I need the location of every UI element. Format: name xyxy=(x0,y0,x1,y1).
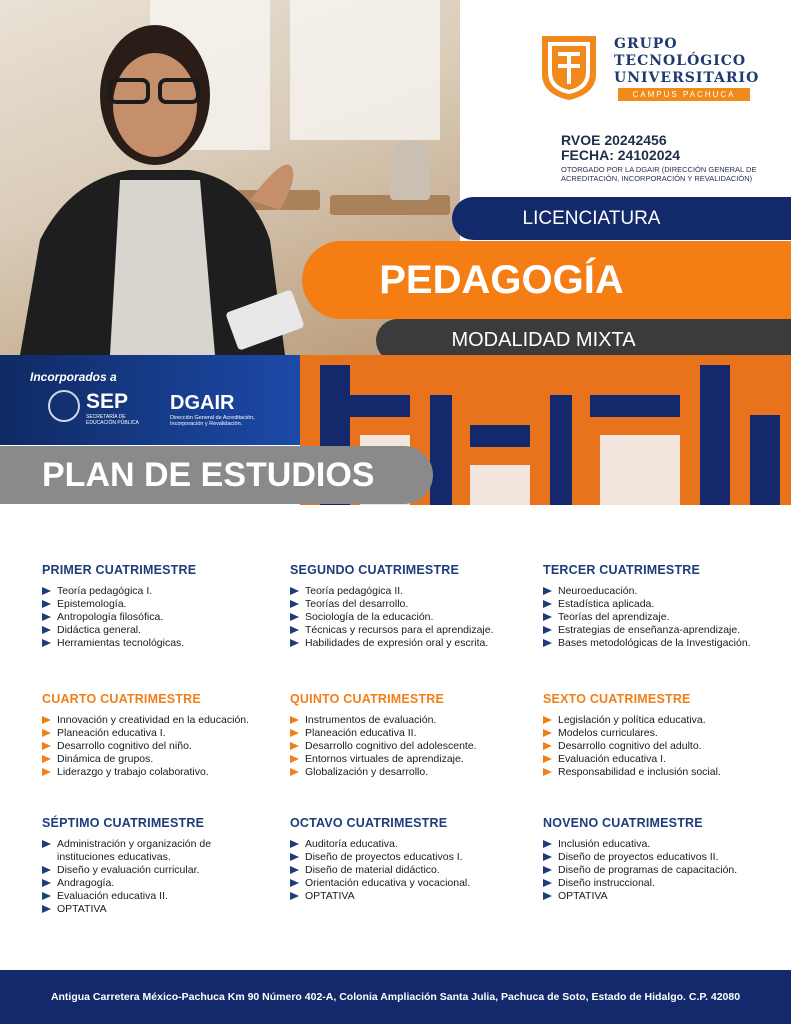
triangle-bullet-icon xyxy=(290,716,299,724)
program-name-banner xyxy=(302,241,791,319)
subject-list xyxy=(290,838,530,903)
triangle-bullet-icon xyxy=(543,879,552,887)
list-item xyxy=(543,851,783,864)
list-item xyxy=(543,877,783,890)
triangle-bullet-icon xyxy=(290,587,299,595)
program-name: PEDAGOGÍA xyxy=(379,258,624,302)
list-item xyxy=(42,877,242,890)
subject-text: Innovación y creatividad en la educación. xyxy=(57,714,250,726)
rvoe-info xyxy=(561,133,781,183)
subject-text: Globalización y desarrollo. xyxy=(305,766,429,778)
list-item xyxy=(543,838,783,851)
triangle-bullet-icon xyxy=(543,755,552,763)
list-item xyxy=(290,727,530,740)
subject-list xyxy=(543,714,783,779)
sep-title: SEP xyxy=(86,390,129,413)
list-item xyxy=(543,766,783,779)
semester-8 xyxy=(290,816,530,903)
triangle-bullet-icon xyxy=(290,600,299,608)
semester-4 xyxy=(42,692,282,779)
list-item xyxy=(290,637,530,650)
triangle-bullet-icon xyxy=(543,613,552,621)
list-item xyxy=(290,598,530,611)
subject-text: Auditoría educativa. xyxy=(305,838,398,850)
triangle-bullet-icon xyxy=(290,866,299,874)
semester-title: SÉPTIMO CUATRIMESTRE xyxy=(42,816,205,830)
triangle-bullet-icon xyxy=(543,840,552,848)
subject-text: Liderazgo y trabajo colaborativo. xyxy=(57,766,209,778)
institution-logo xyxy=(540,32,760,102)
list-item xyxy=(42,727,282,740)
subject-text: Dinámica de grupos. xyxy=(57,753,154,765)
subject-list xyxy=(42,714,282,779)
semester-3 xyxy=(543,563,783,650)
incorporated-label: Incorporados a xyxy=(30,370,117,384)
list-item xyxy=(42,766,282,779)
plan-title-banner xyxy=(0,446,433,504)
subject-text: Diseño de material didáctico. xyxy=(305,864,440,876)
triangle-bullet-icon xyxy=(42,729,51,737)
triangle-bullet-icon xyxy=(543,866,552,874)
list-item xyxy=(42,637,282,650)
list-item xyxy=(543,714,783,727)
triangle-bullet-icon xyxy=(290,729,299,737)
list-item xyxy=(290,585,530,598)
subject-text: Planeación educativa I. xyxy=(57,727,166,739)
brand-line: UNIVERSITARIO xyxy=(614,70,760,86)
triangle-bullet-icon xyxy=(290,768,299,776)
triangle-bullet-icon xyxy=(543,892,552,900)
triangle-bullet-icon xyxy=(42,639,51,647)
subject-text: Modelos curriculares. xyxy=(558,727,658,739)
triangle-bullet-icon xyxy=(42,600,51,608)
subject-text: Diseño de proyectos educativos I. xyxy=(305,851,463,863)
list-item xyxy=(543,864,783,877)
semester-6 xyxy=(543,692,783,779)
triangle-bullet-icon xyxy=(543,768,552,776)
semester-title: QUINTO CUATRIMESTRE xyxy=(290,692,445,706)
triangle-bullet-icon xyxy=(42,768,51,776)
triangle-bullet-icon xyxy=(42,892,51,900)
triangle-bullet-icon xyxy=(543,600,552,608)
list-item xyxy=(42,890,242,903)
triangle-bullet-icon xyxy=(290,613,299,621)
campus-badge: CAMPUS PACHUCA xyxy=(618,88,750,101)
rvoe-date: FECHA: 24102024 xyxy=(561,147,681,163)
triangle-bullet-icon xyxy=(42,716,51,724)
subject-text: Entornos virtuales de aprendizaje. xyxy=(305,753,464,765)
triangle-bullet-icon xyxy=(290,755,299,763)
triangle-bullet-icon xyxy=(290,892,299,900)
list-item xyxy=(543,624,783,637)
subject-text: Herramientas tecnológicas. xyxy=(57,637,185,649)
list-item xyxy=(290,838,530,851)
list-item xyxy=(290,864,530,877)
subject-text: Evaluación educativa I. xyxy=(558,753,666,765)
sep-subtitle: SECRETARÍA DE EDUCACIÓN PÚBLICA xyxy=(86,414,139,426)
triangle-bullet-icon xyxy=(543,626,552,634)
subject-text: Teorías del aprendizaje. xyxy=(558,611,670,623)
semester-title: NOVENO CUATRIMESTRE xyxy=(543,816,703,830)
subject-text: Andragogía. xyxy=(57,877,115,889)
teacher-figure xyxy=(0,0,320,355)
list-item xyxy=(42,753,282,766)
brand-line: TECNOLÓGICO xyxy=(614,53,747,69)
list-item xyxy=(290,714,530,727)
address-footer: Antigua Carretera México-Pachuca Km 90 Número 402-A, Colonia Ampliación Santa Julia, Pachuca de Soto, Estado de Hidalgo. C.P. 42080 xyxy=(0,970,791,1024)
list-item xyxy=(42,624,282,637)
semester-2 xyxy=(290,563,530,650)
list-item xyxy=(543,585,783,598)
list-item xyxy=(543,753,783,766)
program-level-banner xyxy=(452,197,791,240)
subject-list xyxy=(42,838,242,916)
subject-text: Instrumentos de evaluación. xyxy=(305,714,437,726)
list-item xyxy=(42,714,282,727)
list-item xyxy=(290,624,530,637)
national-seal-icon xyxy=(48,390,80,422)
triangle-bullet-icon xyxy=(543,639,552,647)
list-item xyxy=(543,637,783,650)
subject-text: Teoría pedagógica II. xyxy=(305,585,404,597)
brand-line: GRUPO xyxy=(614,36,678,52)
semester-1 xyxy=(42,563,282,650)
subject-text: Desarrollo cognitivo del niño. xyxy=(57,740,192,752)
semester-title: PRIMER CUATRIMESTRE xyxy=(42,563,197,577)
subject-text: OPTATIVA xyxy=(305,890,355,902)
subject-text: Sociología de la educación. xyxy=(305,611,434,623)
list-item xyxy=(290,877,530,890)
list-item xyxy=(42,611,282,624)
triangle-bullet-icon xyxy=(543,587,552,595)
rvoe-granted: OTORGADO POR LA DGAIR (DIRECCIÓN GENERAL DE ACREDITACIÓN, INCORPORACIÓN Y REVALIDACIÓN) xyxy=(561,165,757,183)
subject-list xyxy=(42,585,282,650)
subject-text: Diseño de programas de capacitación. xyxy=(558,864,738,876)
list-item xyxy=(543,598,783,611)
semester-title: TERCER CUATRIMESTRE xyxy=(543,563,701,577)
triangle-bullet-icon xyxy=(42,613,51,621)
subject-text: Teorías del desarrollo. xyxy=(305,598,409,610)
brand-name xyxy=(614,36,759,87)
semester-9 xyxy=(543,816,783,903)
list-item xyxy=(42,585,282,598)
subject-text: Diseño instruccional. xyxy=(558,877,655,889)
subject-text: Administración y organización de instituciones educativas. xyxy=(57,838,212,863)
subject-text: Evaluación educativa II. xyxy=(57,890,168,902)
program-level: LICENCIATURA xyxy=(522,208,661,229)
semester-7 xyxy=(42,816,282,916)
subject-text: Estadística aplicada. xyxy=(558,598,655,610)
list-item xyxy=(290,740,530,753)
list-item xyxy=(42,903,242,916)
triangle-bullet-icon xyxy=(42,626,51,634)
triangle-bullet-icon xyxy=(42,879,51,887)
subject-text: Planeación educativa II. xyxy=(305,727,417,739)
subject-text: Técnicas y recursos para el aprendizaje. xyxy=(305,624,494,636)
list-item xyxy=(42,598,282,611)
triangle-bullet-icon xyxy=(543,729,552,737)
subject-text: Desarrollo cognitivo del adolescente. xyxy=(305,740,477,752)
subject-text: Legislación y política educativa. xyxy=(558,714,706,726)
dgair-title: DGAIR xyxy=(170,392,235,414)
semester-title: SEGUNDO CUATRIMESTRE xyxy=(290,563,460,577)
triangle-bullet-icon xyxy=(543,742,552,750)
subject-text: Diseño de proyectos educativos II. xyxy=(558,851,719,863)
subject-list xyxy=(290,714,530,779)
triangle-bullet-icon xyxy=(42,840,51,848)
subject-text: Bases metodológicas de la Investigación. xyxy=(558,637,751,649)
semester-5 xyxy=(290,692,530,779)
rvoe-code: RVOE 20242456 xyxy=(561,132,667,148)
list-item xyxy=(42,740,282,753)
list-item xyxy=(290,753,530,766)
list-item xyxy=(42,864,242,877)
subject-text: OPTATIVA xyxy=(57,903,107,915)
list-item xyxy=(42,838,242,864)
dgair-logo xyxy=(170,392,280,427)
triangle-bullet-icon xyxy=(543,853,552,861)
list-item xyxy=(543,890,783,903)
subject-text: Habilidades de expresión oral y escrita. xyxy=(305,637,489,649)
triangle-bullet-icon xyxy=(290,626,299,634)
subject-text: Diseño y evaluación curricular. xyxy=(57,864,200,876)
semester-title: OCTAVO CUATRIMESTRE xyxy=(290,816,448,830)
subject-list xyxy=(290,585,530,650)
triangle-bullet-icon xyxy=(42,587,51,595)
subject-text: Epistemología. xyxy=(57,598,127,610)
triangle-bullet-icon xyxy=(290,742,299,750)
triangle-bullet-icon xyxy=(290,853,299,861)
shield-logo-icon xyxy=(540,34,598,102)
subject-text: Responsabilidad e inclusión social. xyxy=(558,766,721,778)
list-item xyxy=(543,611,783,624)
subject-text: Orientación educativa y vocacional. xyxy=(305,877,471,889)
subject-text: Desarrollo cognitivo del adulto. xyxy=(558,740,702,752)
subject-text: Didáctica general. xyxy=(57,624,142,636)
semester-title: SEXTO CUATRIMESTRE xyxy=(543,692,691,706)
program-modality: MODALIDAD MIXTA xyxy=(451,329,636,351)
triangle-bullet-icon xyxy=(290,879,299,887)
triangle-bullet-icon xyxy=(42,905,51,913)
subject-list xyxy=(543,838,783,903)
subject-text: Antropología filosófica. xyxy=(57,611,164,623)
triangle-bullet-icon xyxy=(290,639,299,647)
subject-text: Estrategias de enseñanza-aprendizaje. xyxy=(558,624,741,636)
list-item xyxy=(543,740,783,753)
dgair-subtitle: Dirección General de Acreditación, Incorporación y Revalidación. xyxy=(170,415,255,427)
triangle-bullet-icon xyxy=(42,866,51,874)
triangle-bullet-icon xyxy=(42,755,51,763)
subject-text: Teoría pedagógica I. xyxy=(57,585,153,597)
plan-title: PLAN DE ESTUDIOS xyxy=(42,456,375,494)
triangle-bullet-icon xyxy=(543,716,552,724)
subject-text: Inclusión educativa. xyxy=(558,838,651,850)
list-item xyxy=(290,766,530,779)
subject-text: Neuroeducación. xyxy=(558,585,638,597)
subject-text: OPTATIVA xyxy=(558,890,608,902)
list-item xyxy=(290,890,530,903)
semester-title: CUARTO CUATRIMESTRE xyxy=(42,692,201,706)
list-item xyxy=(290,851,530,864)
hero-section xyxy=(0,0,791,505)
subject-list xyxy=(543,585,783,650)
triangle-bullet-icon xyxy=(42,742,51,750)
list-item xyxy=(290,611,530,624)
triangle-bullet-icon xyxy=(290,840,299,848)
list-item xyxy=(543,727,783,740)
